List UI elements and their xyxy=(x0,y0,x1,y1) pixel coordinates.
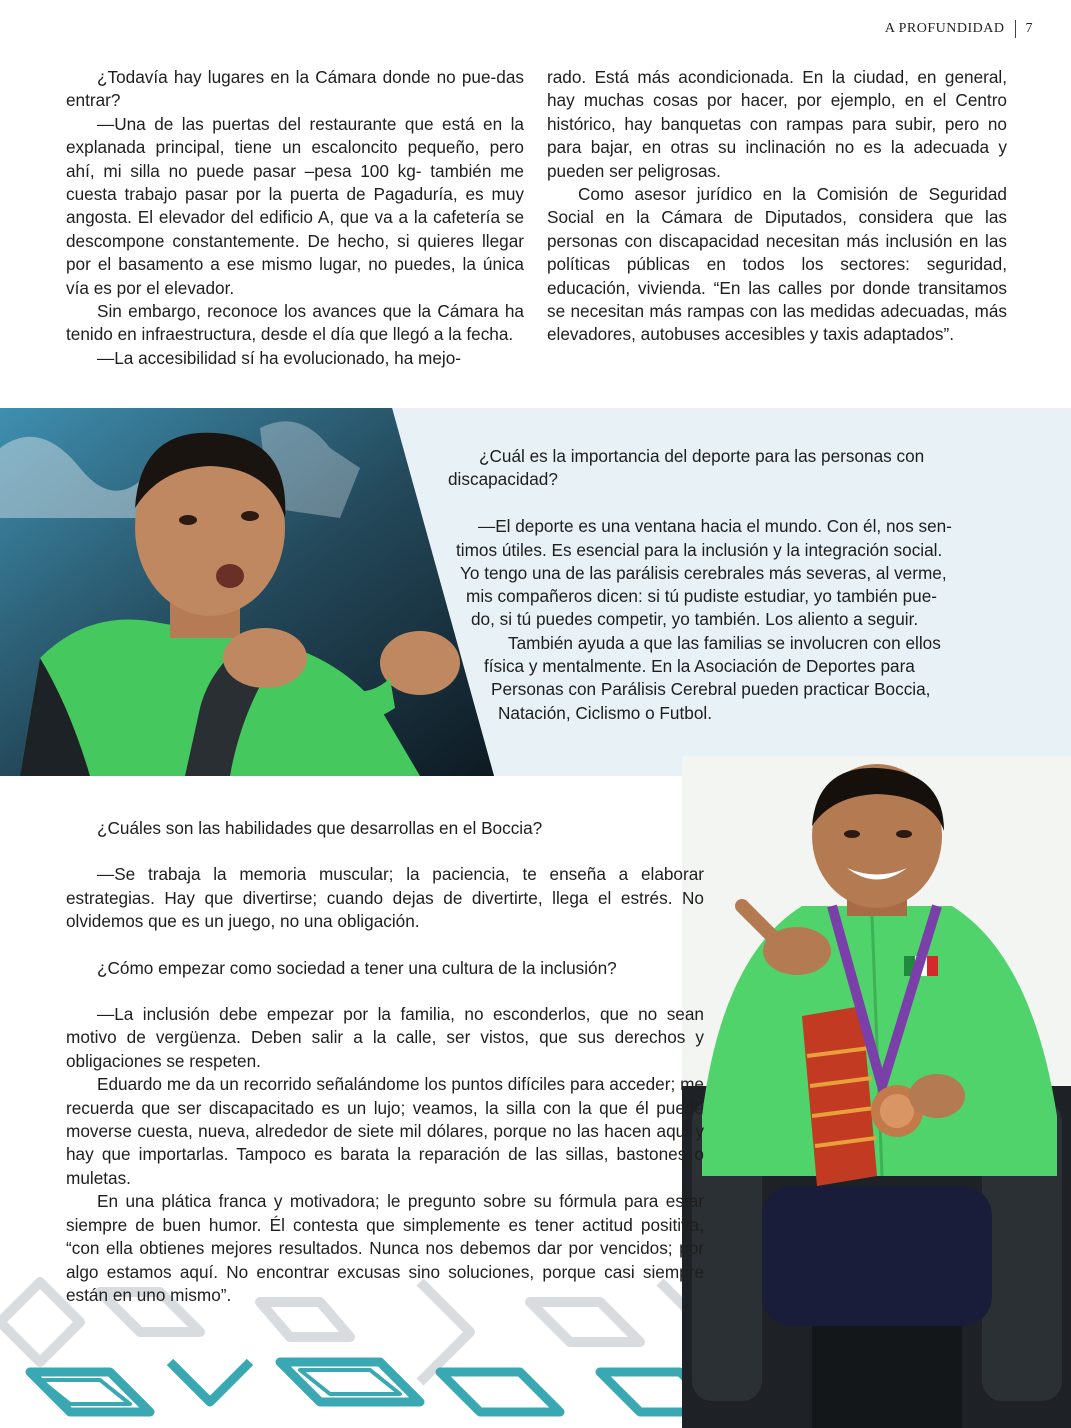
question: ¿Cuáles son las habilidades que desarrollas en el Boccia? xyxy=(97,818,543,838)
paragraph: Eduardo me da un recorrido señalándome los puntos difíciles para acceder; me recuerda que ser discapacitado es un lujo; veamos, la silla con la que él puede moverse cuesta, nueva, alrededor de siete mil dólares, porque no las hacen aquí y hay que importarlas. Tampoco es barata la reparación de las sillas, bastones o muletas. xyxy=(66,1074,704,1188)
spacer xyxy=(66,980,704,1003)
answer-line: Personas con Parálisis Cerebral pueden practicar Boccia, xyxy=(491,679,931,699)
answer-line: timos útiles. Es esencial para la inclusión y la integración social. xyxy=(456,540,943,560)
band-question xyxy=(448,445,1008,492)
paragraph: En una plática franca y motivadora; le pregunto sobre su fórmula para estar siempre de buen humor. Él contesta que simplemente es tener actitud positiva, “con ella obtienes mejores resultados. Nunca nos debemos dar por vencidos; por algo estamos aquí. No encontrar excusas sino soluciones, porque casi siempre están en uno mismo”. xyxy=(66,1191,704,1305)
answer-line: Natación, Ciclismo o Futbol. xyxy=(498,703,712,723)
answer-line: Yo tengo una de las parálisis cerebrales más severas, al verme, xyxy=(460,563,947,583)
paragraph: —Una de las puertas del restaurante que está en la explanada principal, tiene un escaloncito pequeño, pero ahí, mi silla no puede pasar –pesa 100 kg- también me cuesta trabajo pasar por la puerta de Pagaduría, es muy angosta. El elevador del edificio A, que va a la cafetería se descompone constantemente. De hecho, si quieres llegar por el basamento a ese mismo lugar, no puedes, la única vía es por el elevador. xyxy=(66,113,524,298)
answer-line: do, si tú puedes competir, yo también. Los aliento a seguir. xyxy=(471,609,919,629)
spacer xyxy=(66,840,704,863)
wheelchair-athlete-illustration xyxy=(682,756,1071,1428)
answer: —Se trabaja la memoria muscular; la paciencia, te enseña a elaborar estrategias. Hay que divertirse; cuando dejas de divertirte, llega el estrés. No olvidemos que es un juego, no una obligación. xyxy=(66,864,704,932)
answer-line: mis compañeros dicen: si tú pudiste estudiar, yo también pue- xyxy=(466,586,937,606)
running-header xyxy=(885,20,1033,38)
question: ¿Cómo empezar como sociedad a tener una cultura de la inclusión? xyxy=(97,957,617,978)
paragraph: ¿Todavía hay lugares en la Cámara donde no pue-das entrar? xyxy=(66,67,524,111)
paragraph: —La accesibilidad sí ha evolucionado, ha mejo- xyxy=(97,347,462,368)
left-column xyxy=(66,66,524,370)
answer-line: física y mentalmente. En la Asociación de Deportes para xyxy=(484,656,915,676)
page-number: 7 xyxy=(1025,21,1033,36)
question-line: discapacidad? xyxy=(448,469,558,490)
paragraph: Como asesor jurídico en la Comisión de Seguridad Social en la Cámara de Diputados, considera que las personas con discapacidad necesitan más inclusión en las políticas públicas en todos los sectores: seguridad, educación, vivienda. “En las calles por donde transitamos se necesitan más rampas con las medidas adecuadas, más elevadores, autobuses accesibles y taxis adaptados”. xyxy=(547,184,1007,345)
paragraph: Sin embargo, reconoce los avances que la Cámara ha tenido en infraestructura, desde el día que llegó a la fecha. xyxy=(66,301,524,345)
answer-line: —El deporte es una ventana hacia el mundo. Con él, nos sen- xyxy=(478,516,952,536)
wheelchair-athlete-photo xyxy=(682,756,1071,1428)
section-title: A PROFUNDIDAD xyxy=(884,21,1005,36)
answer: —La inclusión debe empezar por la familia, no esconderlos, que no sean motivo de vergüenza. Deben salir a la calle, ser vistos, que sus derechos y obligaciones se respeten. xyxy=(66,1004,704,1071)
spacer xyxy=(66,934,704,957)
question-line: ¿Cuál es la importancia del deporte para las personas con xyxy=(479,446,925,466)
right-column xyxy=(547,66,1007,347)
header-divider xyxy=(1015,20,1016,38)
bottom-column xyxy=(66,817,704,1307)
answer-line: También ayuda a que las familias se involucren con ellos xyxy=(508,633,941,653)
paragraph: rado. Está más acondicionada. En la ciudad, en general, hay muchas cosas por hacer, por ejemplo, en el Centro histórico, hay banquetas con rampas para subir, pero no para bajar, en otras su inclinación no es la adecuada y pueden ser peligrosas. xyxy=(547,67,1007,181)
